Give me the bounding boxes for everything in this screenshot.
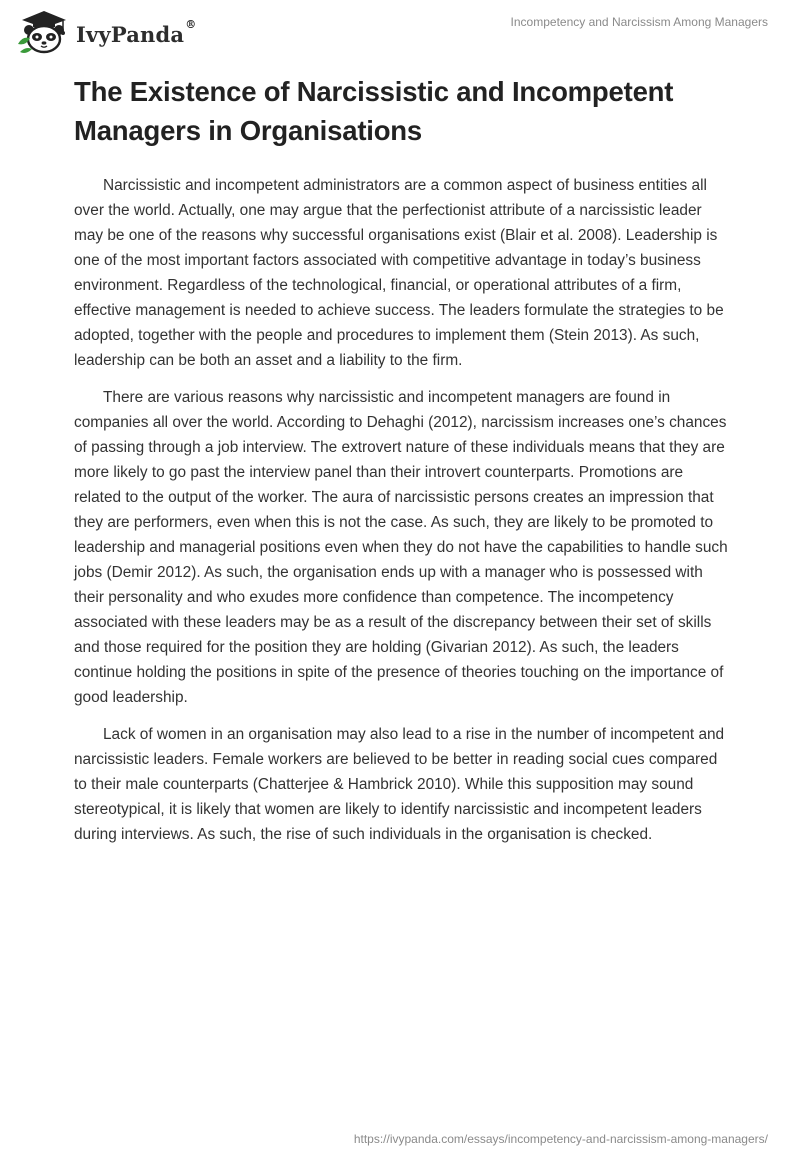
essay-article [74,72,734,847]
registered-mark: ® [185,17,197,31]
logo-text: IvyPanda [76,21,185,47]
running-title: Incompetency and Narcissism Among Managers [510,15,768,29]
panda-graduate-icon [14,8,70,56]
page-header [0,0,800,60]
paragraph-1: Narcissistic and incompetent administrators are a common aspect of business entities all over the world. Actually, one may argue that the perfectionist attribute of a narcissistic leader may be one of the reasons why successful organisations exist (Blair et al. 2008). Leadership is one of the most important factors associated with competitive advantage in today’s business environment. Regardless of the technological, financial, or operational attributes of a firm, effective management is needed to achieve success. The leaders formulate the strategies to be adopted, together with the people and procedures to implement them (Stein 2013). As such, leadership can be both an asset and a liability to the firm. [74,177,724,369]
ivypanda-logo[interactable] [14,8,196,56]
paragraph-2: There are various reasons why narcissistic and incompetent managers are found in companies all over the world. According to Dehaghi (2012), narcissism increases one’s chances of passing through a job interview. The extrovert nature of these individuals means that they are more likely to go past the interview panel than their introvert counterparts. Promotions are related to the output of the worker. The aura of narcissistic persons creates an impression that they are performers, even when this is not the case. As such, they are likely to be promoted to leadership and managerial positions even when they do not have the capabilities to handle such jobs (Demir 2012). As such, the organisation ends up with a manager who is possessed with their personality and who exudes more confidence than competence. The incompetency associated with these leaders may be as a result of the discrepancy between their set of skills and those required for the position they are holding (Givarian 2012). As such, the leaders continue holding the positions in spite of the presence of theories touching on the importance of good leadership. [74,389,728,706]
essay-title: The Existence of Narcissistic and Incompetent Managers in Organisations [74,76,674,146]
logo-wordmark [76,17,197,47]
source-url-link[interactable]: https://ivypanda.com/essays/incompetency-and-narcissism-among-managers/ [353,1132,768,1146]
paragraph-3: Lack of women in an organisation may also lead to a rise in the number of incompetent and narcissistic leaders. Female workers are believed to be better in reading social cues compared to their male counterparts (Chatterjee & Hambrick 2010). While this supposition may sound stereotypical, it is likely that women are likely to identify narcissistic and incompetent leaders during interviews. As such, the rise of such individuals in the organisation is checked. [74,726,725,843]
